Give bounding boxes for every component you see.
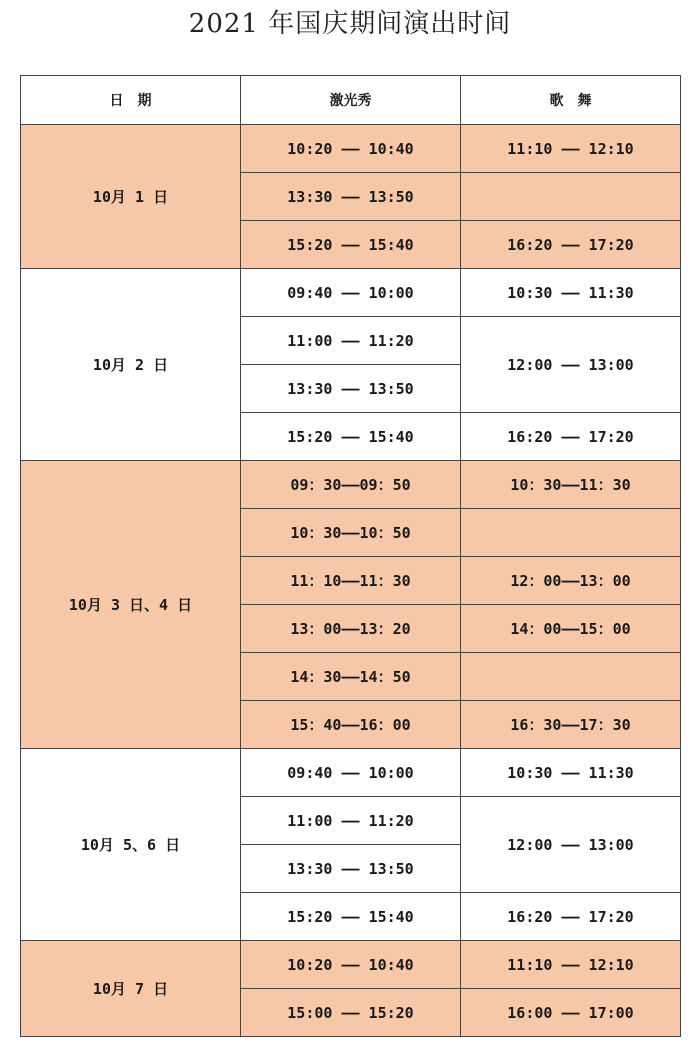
- date-cell: 10月 5、6 日: [21, 749, 241, 941]
- laser-show-time: 09:40 —— 10:00: [241, 269, 461, 317]
- laser-show-time: 10:20 —— 10:40: [241, 941, 461, 989]
- laser-show-time: 10：30——10：50: [241, 509, 461, 557]
- date-cell: 10月 1 日: [21, 125, 241, 269]
- laser-show-time: 13:30 —— 13:50: [241, 845, 461, 893]
- laser-show-time: 13:30 —— 13:50: [241, 365, 461, 413]
- song-dance-time: 16:20 —— 17:20: [461, 221, 681, 269]
- song-dance-time: 16:00 —— 17:00: [461, 989, 681, 1037]
- song-dance-time: 16:20 —— 17:20: [461, 893, 681, 941]
- song-dance-time: 10：30——11：30: [461, 461, 681, 509]
- song-dance-time: 12:00 —— 13:00: [461, 317, 681, 413]
- song-dance-time: [461, 173, 681, 221]
- laser-show-time: 14：30——14：50: [241, 653, 461, 701]
- laser-show-time: 09：30——09：50: [241, 461, 461, 509]
- song-dance-time: [461, 509, 681, 557]
- table-row: [21, 269, 681, 317]
- laser-show-time: 13:30 —— 13:50: [241, 173, 461, 221]
- laser-show-time: 13：00——13：20: [241, 605, 461, 653]
- date-cell: 10月 2 日: [21, 269, 241, 461]
- laser-show-time: 15：40——16：00: [241, 701, 461, 749]
- header-laser-show: 激光秀: [241, 76, 461, 125]
- table-header-row: [21, 76, 681, 125]
- header-song-dance: 歌 舞: [461, 76, 681, 125]
- laser-show-time: 11:00 —— 11:20: [241, 317, 461, 365]
- song-dance-time: 11:10 —— 12:10: [461, 941, 681, 989]
- song-dance-time: 16:20 —— 17:20: [461, 413, 681, 461]
- song-dance-time: 11:10 —— 12:10: [461, 125, 681, 173]
- laser-show-time: 09:40 —— 10:00: [241, 749, 461, 797]
- page-title: 2021 年国庆期间演出时间: [188, 9, 512, 39]
- laser-show-time: 11：10——11：30: [241, 557, 461, 605]
- song-dance-time: 12：00——13：00: [461, 557, 681, 605]
- schedule-table: [20, 75, 681, 1037]
- song-dance-time: 10:30 —— 11:30: [461, 269, 681, 317]
- song-dance-time: 16：30——17：30: [461, 701, 681, 749]
- song-dance-time: 14：00——15：00: [461, 605, 681, 653]
- laser-show-time: 15:20 —— 15:40: [241, 893, 461, 941]
- song-dance-time: [461, 653, 681, 701]
- date-cell: 10月 7 日: [21, 941, 241, 1037]
- date-cell: 10月 3 日、4 日: [21, 461, 241, 749]
- laser-show-time: 15:20 —— 15:40: [241, 221, 461, 269]
- table-row: [21, 749, 681, 797]
- laser-show-time: 11:00 —— 11:20: [241, 797, 461, 845]
- schedule-body: [21, 125, 681, 1037]
- laser-show-time: 15:00 —— 15:20: [241, 989, 461, 1037]
- table-row: [21, 461, 681, 509]
- song-dance-time: 10:30 —— 11:30: [461, 749, 681, 797]
- song-dance-time: 12:00 —— 13:00: [461, 797, 681, 893]
- table-row: [21, 941, 681, 989]
- header-date: 日 期: [21, 76, 241, 125]
- laser-show-time: 10:20 —— 10:40: [241, 125, 461, 173]
- laser-show-time: 15:20 —— 15:40: [241, 413, 461, 461]
- table-row: [21, 125, 681, 173]
